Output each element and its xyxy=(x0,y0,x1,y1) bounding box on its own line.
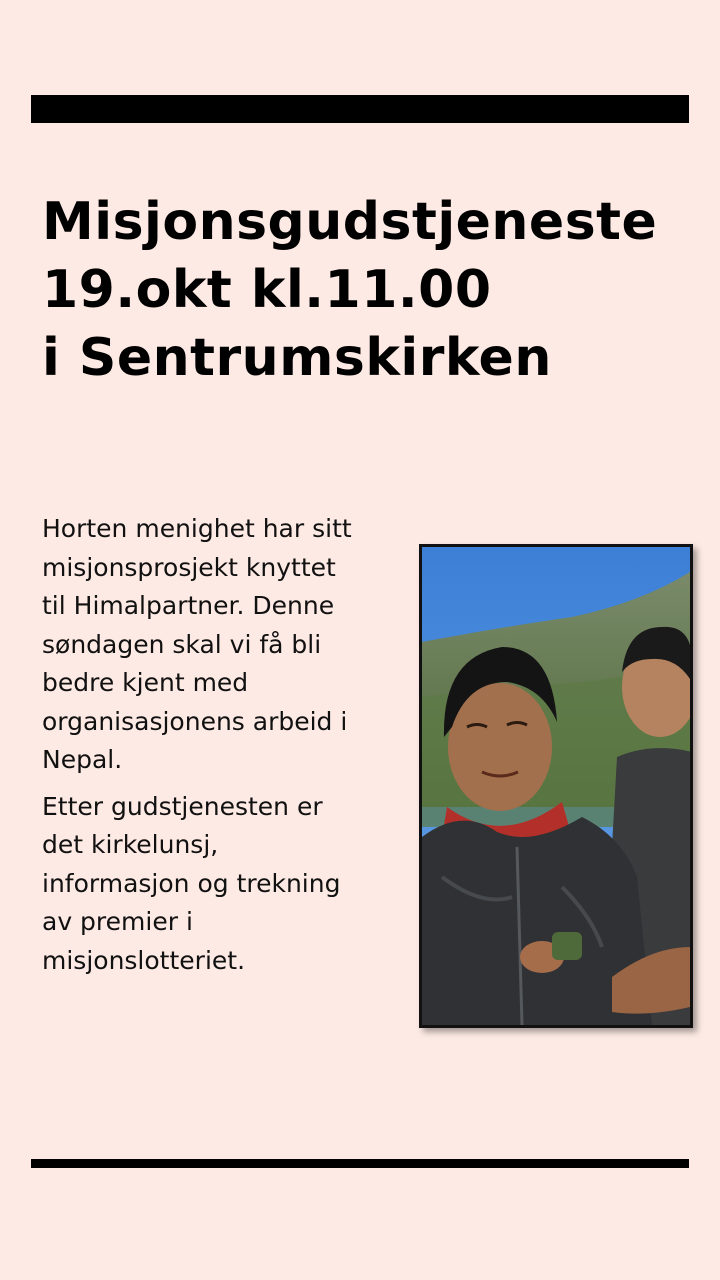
photo-illustration xyxy=(422,547,690,1025)
paragraph-line: misjonslotteriet. xyxy=(42,945,246,975)
body-text xyxy=(42,510,392,988)
paragraph-line: organisasjonens arbeid i xyxy=(42,706,348,736)
paragraph-line: informasjon og trekning xyxy=(42,868,341,898)
paragraph-after-service xyxy=(42,788,392,981)
top-divider-bar xyxy=(31,95,689,123)
paragraph-line: det kirkelunsj, xyxy=(42,830,219,859)
title-line-event: Misjonsgudstjeneste xyxy=(42,192,658,252)
page-title xyxy=(42,188,702,392)
paragraph-line: søndagen skal vi få bli xyxy=(42,629,322,659)
paragraph-line: Etter gudstjenesten er xyxy=(42,791,323,821)
paragraph-line: til Himalpartner. Denne xyxy=(42,591,335,620)
title-line-venue: i Sentrumskirken xyxy=(42,328,552,388)
paragraph-line: av premier i xyxy=(42,907,193,936)
photo-man-and-child xyxy=(419,544,693,1028)
paragraph-line: Horten menighet har sitt xyxy=(42,514,352,543)
bottom-divider-bar xyxy=(31,1159,689,1168)
paragraph-line: Nepal. xyxy=(42,745,123,774)
paragraph-line: misjonsprosjekt knyttet xyxy=(42,552,336,582)
paragraph-line: bedre kjent med xyxy=(42,668,249,697)
title-line-date-time: 19.okt kl.11.00 xyxy=(42,260,492,320)
paragraph-mission-project xyxy=(42,510,392,780)
